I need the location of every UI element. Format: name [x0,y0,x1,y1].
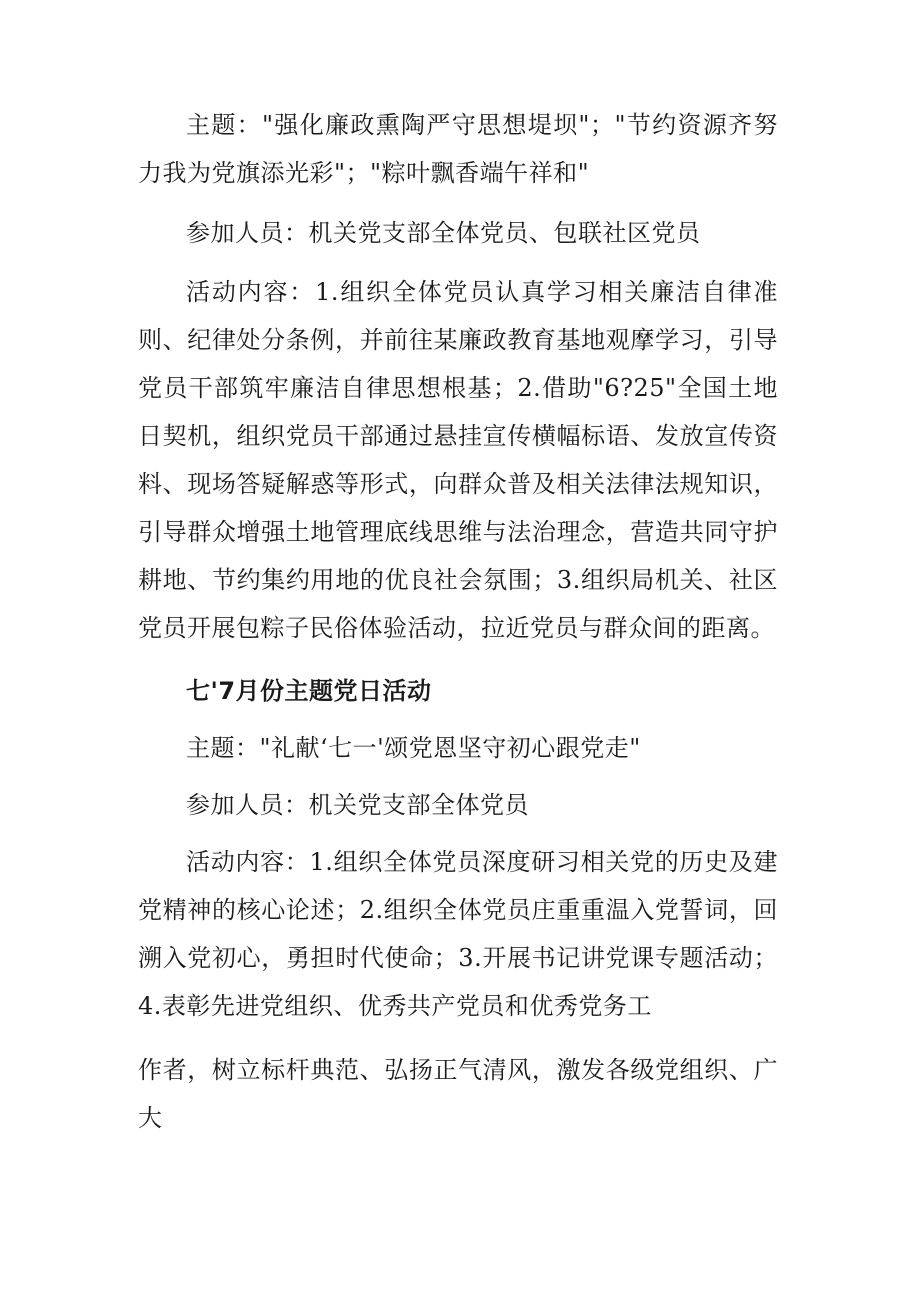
section7-continuation: 作者，树立标杆典范、弘扬正气清风，激发各级党组织、广大 [138,1056,778,1132]
section7-content: 活动内容：1.组织全体党员深度研习相关党的历史及建党精神的核心论述；2.组织全体党员庄重重温入党誓词，回溯入党初心，勇担时代使命；3.开展书记讲党课专题活动；4.表彰先进党组织、优秀共产党员和优秀党务工 [138,848,778,1020]
section7-heading: 七'7月份主题党日活动 [186,677,432,705]
section6-participants: 参加人员：机关党支部全体党员、包联社区党员 [186,219,701,247]
section7-participants: 参加人员：机关党支部全体党员 [186,791,529,819]
section6-content: 活动内容：1.组织全体党员认真学习相关廉洁自律准则、纪律处分条例，并前往某廉政教育基地观摩学习，引导党员干部筑牢廉洁自律思想根基；2.借助"6?25"全国土地日契机，组织党员干部通过悬挂宣传横幅标语、发放宣传资料、现场答疑解惑等形式，向群众普及相关法律法规知识，引导群众增强土地管理底线思维与法治理念，营造共同守护耕地、节约集约用地的优良社会氛围；3.组织局机关、社区党员开展包粽子民俗体验活动，拉近党员与群众间的距离。 [138,278,778,642]
section6-theme: 主题："强化廉政熏陶严守思想堤坝"；"节约资源齐努力我为党旗添光彩"；"粽叶飘香端午祥和" [138,111,778,187]
section7-theme: 主题："礼献‘七一'颂党恩坚守初心跟党走" [186,734,641,762]
